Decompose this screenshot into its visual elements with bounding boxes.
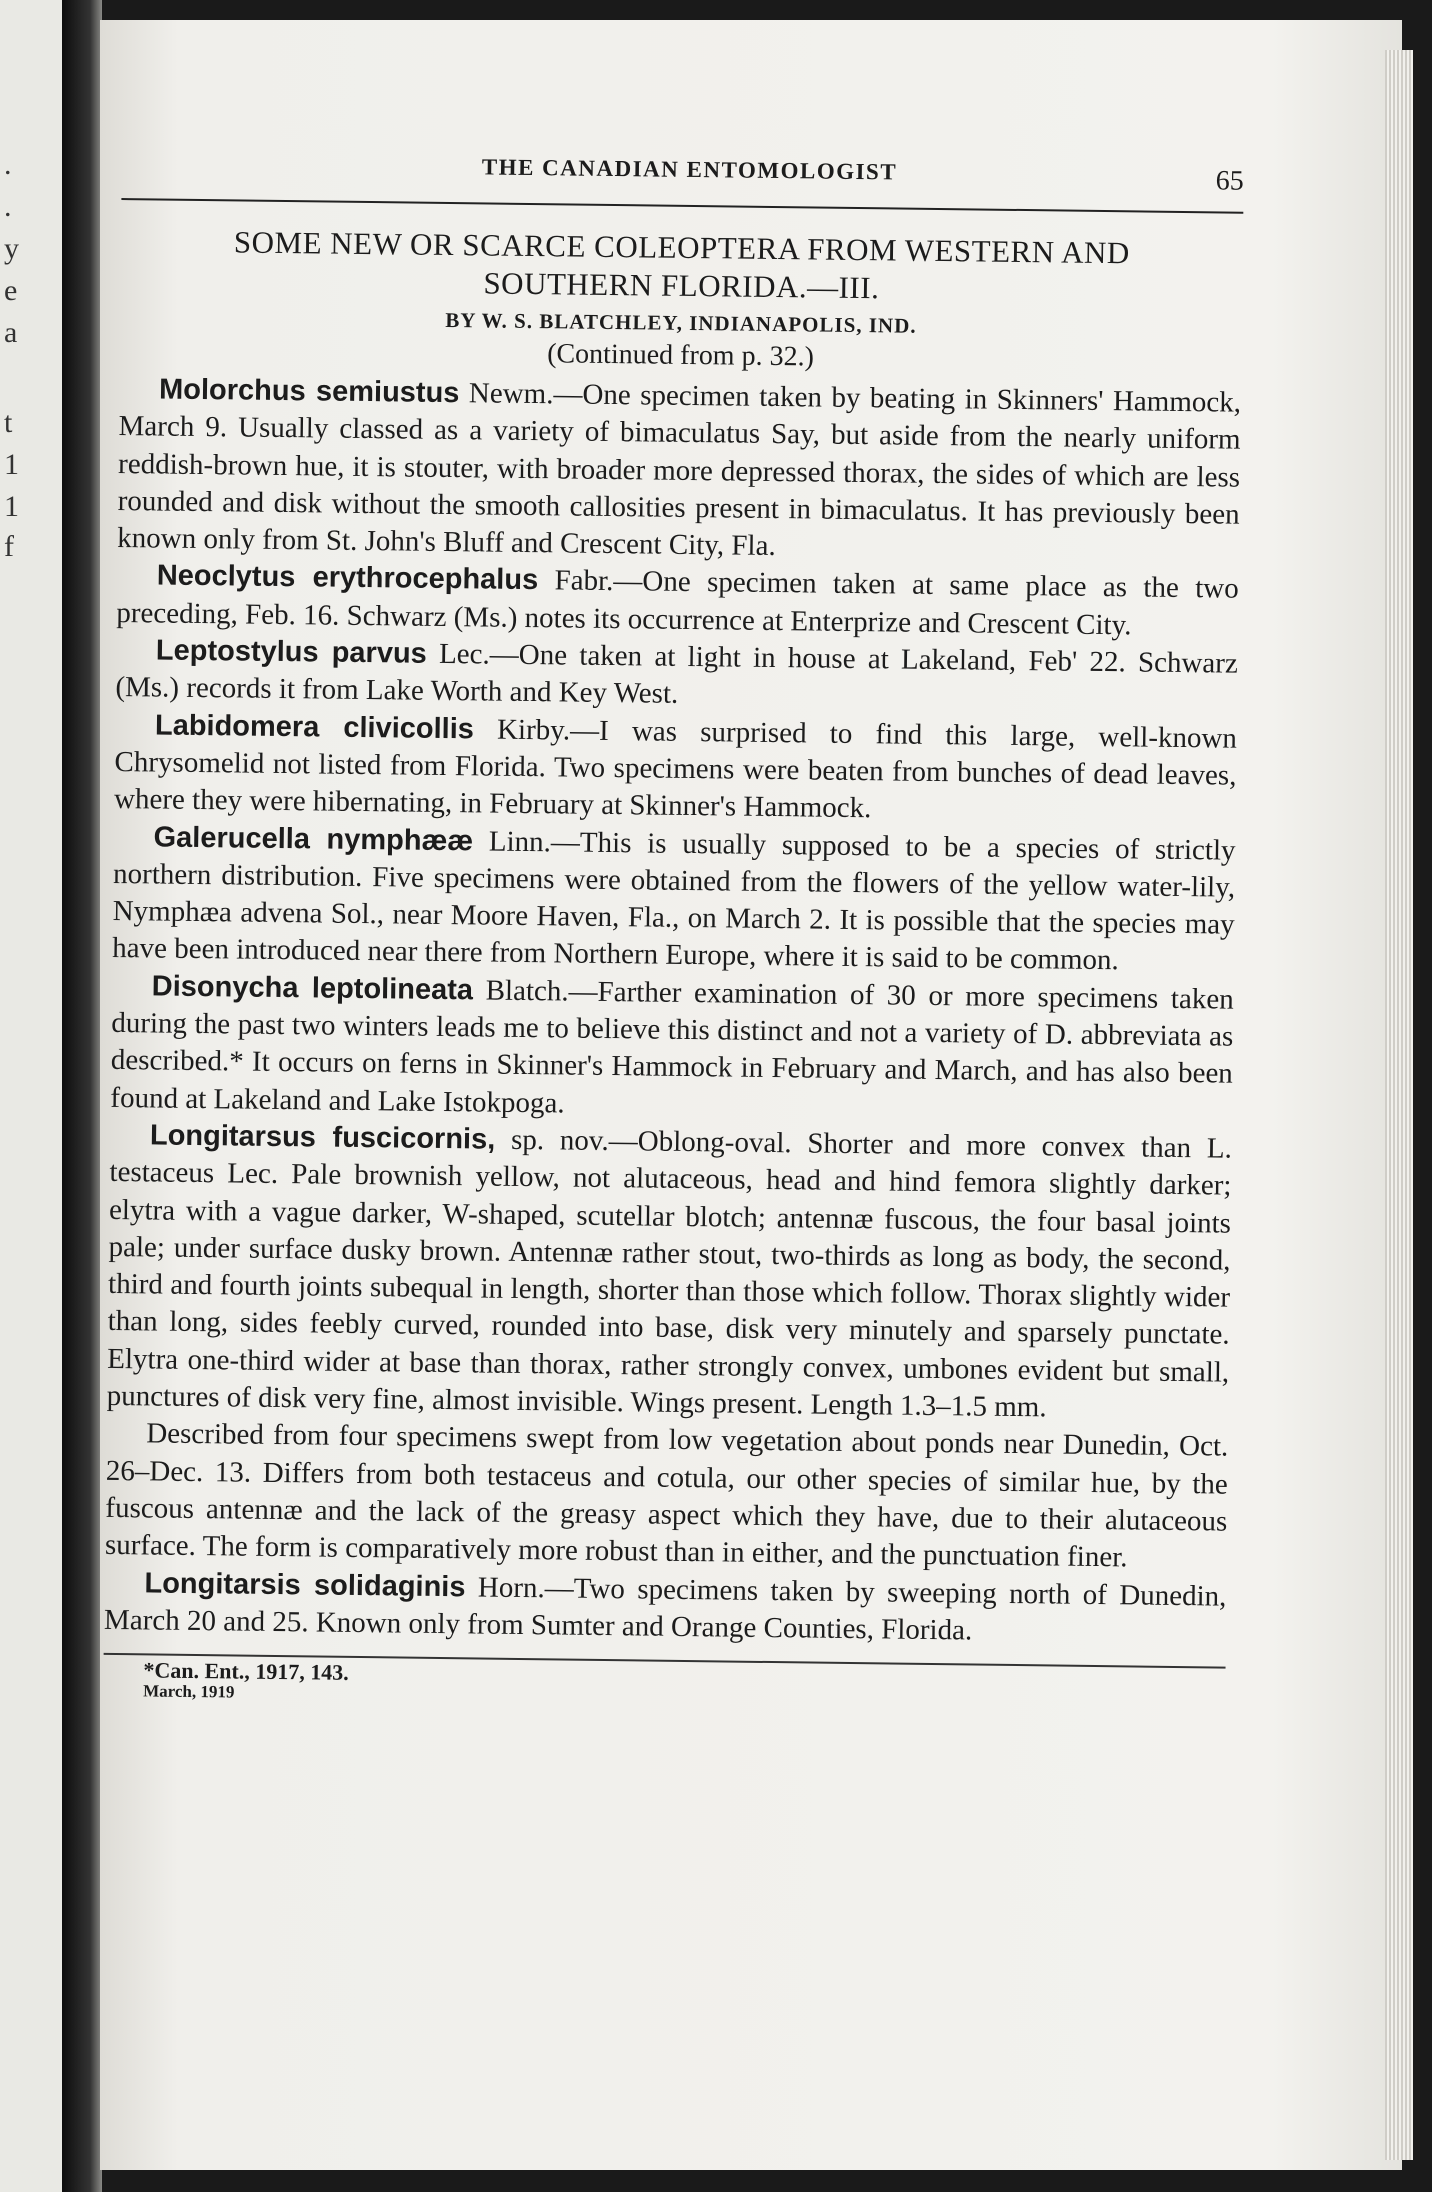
book-spine (62, 0, 102, 2192)
article-title: SOME NEW OR SCARCE COLEOPTERA FROM WESTERN AND SOUTHERN FLORIDA.—III. (233, 224, 1131, 306)
entry-text: Fabr.—One specimen taken at same place as the two preceding, Feb. 16. Schwarz (Ms.) notes its occurrence at Enterprize and Crescent City. (116, 564, 1239, 642)
species-name: Longitarsis solidaginis (144, 1566, 466, 1603)
facing-page-fragment: . (4, 190, 12, 223)
species-entry (110, 968, 1234, 1131)
species-entry (107, 1117, 1233, 1429)
continued-note: (Continued from p. 32.) (546, 338, 815, 373)
entry-text: Linn.—This is usually supposed to be a species of strictly northern distribution. Five specimens were obtained from the flowers of the yellow water-lily, Nymphæa advena Sol., near Moore Haven, Fla., on March 2. It is possible that the species may have been introduced near there from Northern Europe, where it is said to be common. (112, 824, 1236, 977)
species-name: Galerucella nymphææ (153, 821, 474, 857)
facing-page-edge (0, 0, 62, 2192)
running-head-title: THE CANADIAN ENTOMOLOGIST (481, 154, 898, 185)
issue-date: March, 1919 (143, 1681, 235, 1702)
page-stack-edge (1385, 50, 1413, 2160)
species-entry (112, 819, 1236, 982)
entry-text: Horn.—Two specimens taken by sweeping north of Dunedin, March 20 and 25. Known only from Sumter and Orange Counties, Florida. (103, 1570, 1227, 1647)
article-byline: BY W. S. BLATCHLEY, INDIANAPOLIS, IND. (445, 307, 917, 338)
species-entry (114, 707, 1237, 833)
species-entry (115, 632, 1238, 720)
page-number: 65 (1215, 165, 1244, 197)
species-entry (117, 371, 1241, 571)
species-name: Leptostylus parvus (155, 634, 428, 670)
species-name: Disonycha leptolineata (151, 970, 474, 1007)
description-paragraph (105, 1415, 1229, 1578)
entry-text: sp. nov.—Oblong-oval. Shorter and more convex than L. testaceus Lec. Pale brownish yellow, not alutaceous, head and hind femora slightly darker; elytra with a vague darker, W-shaped, scutellar blotch; antennæ fuscous, the four basal joints pale; under surface dusky brown. Antennæ rather stout, two-thirds as long as body, the second, third and fourth joints subequal in length, shorter than those which follow. Thorax slightly wider than long, sides feebly curved, rounded into base, disk very minutely and sparsely punctate. Elytra one-third wider at base than thorax, rather strongly convex, umbones evident but small, punctures of disk very fine, almost invisible. Wings present. Length 1.3–1.5 mm. (106, 1123, 1233, 1424)
facing-page-fragment: f (4, 530, 14, 563)
entry-text: Newm.—One specimen taken by beating in Skinners' Hammock, March 9. Usually classed as a variety of bimaculatus Say, but aside from the nearly uniform reddish-brown hue, it is stouter, with broader more depressed thorax, the sides of which are less rounded and disk without the smooth callosities present in bimaculatus. It has previously been known only from St. John's Bluff and Crescent City, Fla. (117, 377, 1242, 563)
entry-text: Kirby.—I was surprised to find this large, well-known Chrysomelid not listed from Florida. Two specimens were beaten from bunches of dead leaves, where they were hibernating, in February at Skinner's Hammock. (113, 713, 1238, 825)
facing-page-fragment: e (4, 274, 18, 307)
species-name: Molorchus semiustus (158, 373, 460, 410)
entry-text: Blatch.—Farther examination of 30 or more specimens taken during the past two winters leads me to believe this distinct and not a variety of D. abbreviata as described.* It occurs on ferns in Skinner's Hammock in February and March, and has also been found at Lakeland and Lake Istokpoga. (110, 974, 1234, 1120)
footnote: *Can. Ent., 1917, 143. (143, 1657, 349, 1685)
facing-page-fragment: 1 (4, 490, 19, 523)
species-entry (116, 557, 1239, 645)
facing-page-fragment: a (4, 316, 18, 349)
entry-text: Lec.—One taken at light in house at Lakeland, Feb' 22. Schwarz (Ms.) records it from Lake Worth and Key West. (115, 637, 1239, 711)
facing-page-fragment: y (4, 232, 19, 265)
facing-page-fragment: 1 (4, 448, 19, 481)
species-entry (104, 1564, 1227, 1652)
species-name: Neoclytus erythrocephalus (156, 559, 539, 597)
entry-text: Described from four specimens swept from low vegetation about ponds near Dunedin, Oct. 26–Dec. 13. Differs from both testaceus and cotula, our other species of similar hue, by the fuscous antennæ and the lack of the greasy aspect which they have, due to their alutaceous surface. The form is comparatively more robust than in either, and the punctuation finer. (104, 1417, 1229, 1574)
species-name: Labidomera clivicollis (154, 709, 475, 746)
facing-page-fragment: . (4, 148, 12, 181)
facing-page-fragment: t (4, 406, 13, 439)
species-name: Longitarsus fuscicornis, (149, 1119, 496, 1156)
page-content (103, 150, 1244, 1715)
